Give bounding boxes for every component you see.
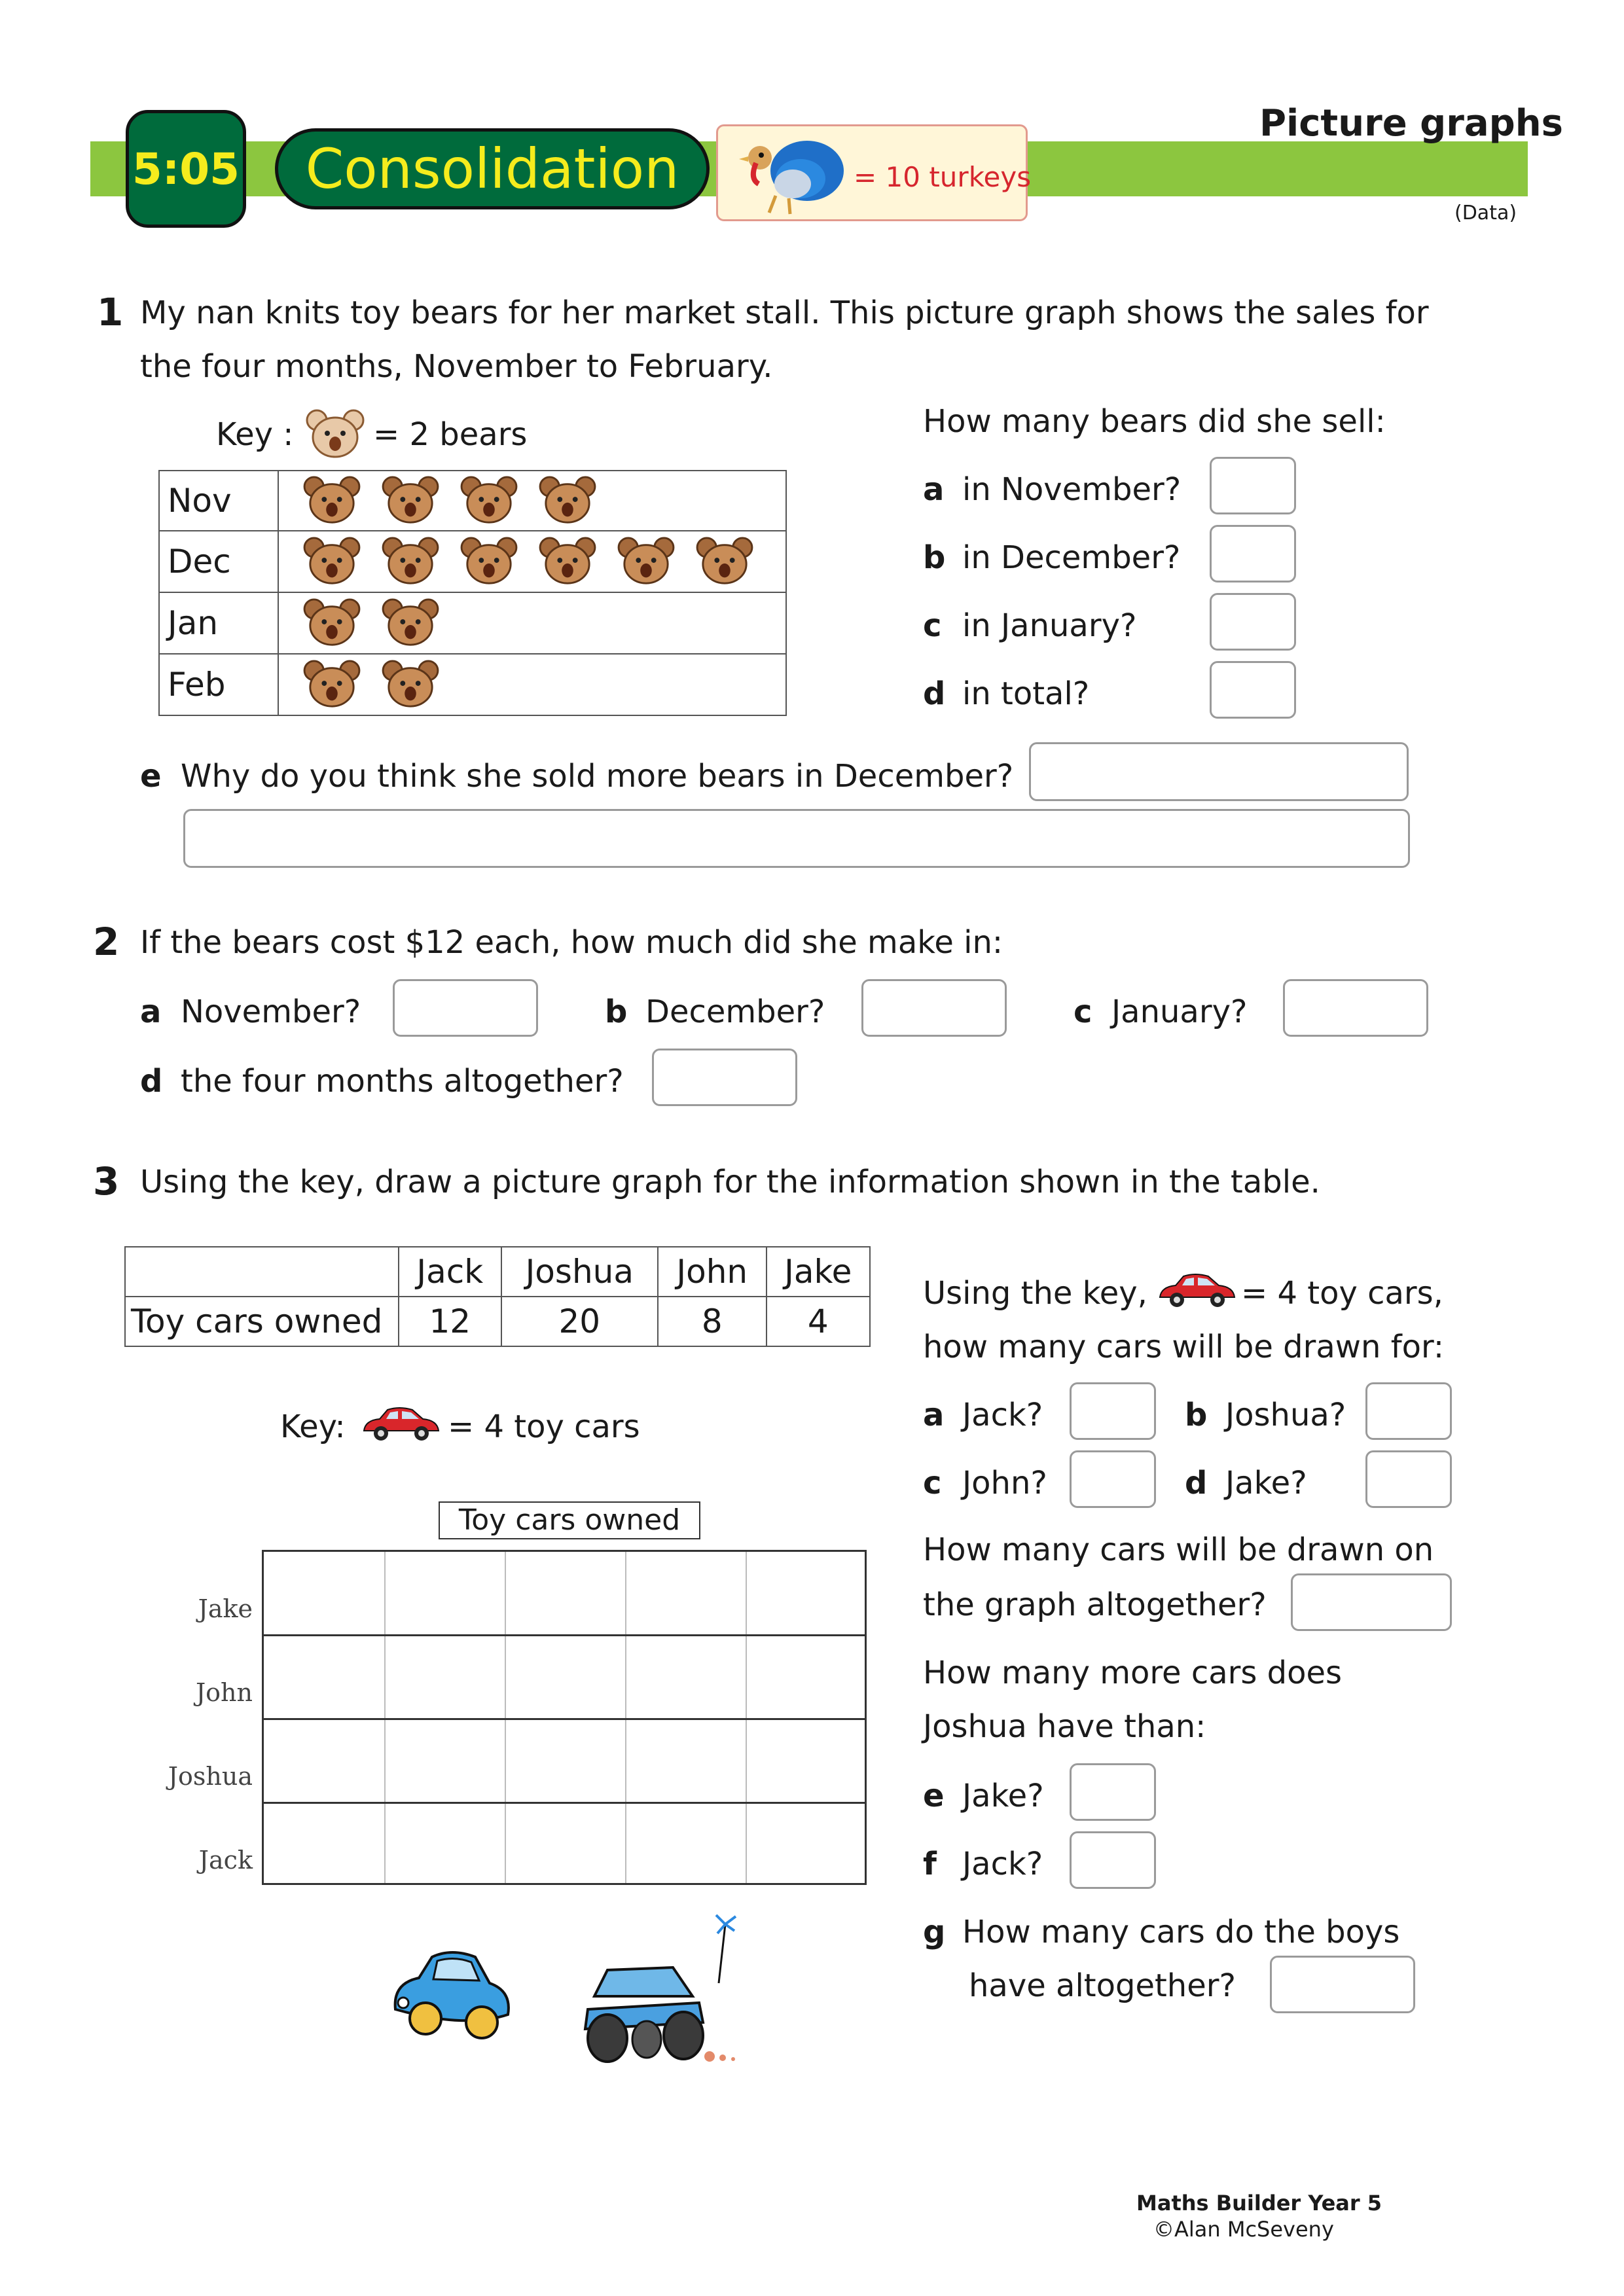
graph-title-box	[439, 1501, 700, 1539]
part-text: in total?	[962, 675, 1090, 712]
part-text: Why do you think she sold more bears in December?	[181, 758, 1014, 795]
question-number: 3	[93, 1159, 120, 1204]
part-text: in January?	[962, 607, 1137, 644]
key-value: = 4 toy cars	[448, 1408, 640, 1445]
part-text: Jake?	[962, 1778, 1044, 1814]
graph-row-label: Joshua	[168, 1762, 253, 1791]
graph-row-label: John	[195, 1678, 253, 1707]
part-text: November?	[181, 994, 361, 1030]
answer-box-total-drawn[interactable]	[1291, 1573, 1452, 1631]
bear-picture-graph	[158, 470, 787, 716]
part-text: in December?	[962, 539, 1181, 576]
bear-icon	[381, 536, 440, 587]
q3-intro: = 4 toy cars,	[1241, 1275, 1443, 1312]
answer-box-q1e[interactable]	[1029, 742, 1409, 801]
part-text: Jack?	[962, 1397, 1043, 1433]
key-value: = 2 bears	[373, 416, 528, 453]
bear-icon	[381, 659, 440, 710]
answer-box-q3-f[interactable]	[1070, 1831, 1156, 1889]
part-text: in November?	[962, 471, 1182, 508]
graph-row	[159, 592, 786, 654]
q3-total-text: How many cars will be drawn on	[923, 1532, 1434, 1568]
question-text: Using the key, draw a picture graph for the information shown in the table.	[140, 1164, 1320, 1200]
q3-intro: Using the key,	[923, 1275, 1147, 1312]
part-letter: c	[923, 607, 942, 644]
table-cell: 8	[658, 1297, 766, 1346]
answer-box-q1-c[interactable]	[1210, 593, 1296, 651]
turkey-legend-text: = 10 turkeys	[854, 161, 1032, 193]
part-letter: b	[923, 539, 946, 576]
month-label: Jan	[159, 592, 278, 654]
red-car-key-icon	[360, 1403, 441, 1445]
bear-icons-cell	[278, 654, 786, 715]
bear-icon	[381, 598, 440, 649]
part-text: Joshua?	[1225, 1397, 1346, 1433]
bear-icon	[302, 598, 361, 649]
table-header-cell: John	[658, 1247, 766, 1297]
bear-icon	[617, 536, 676, 587]
part-text: Jack?	[962, 1846, 1043, 1882]
table-header-cell: Jake	[767, 1247, 870, 1297]
answer-box-q1-d[interactable]	[1210, 661, 1296, 719]
bear-icon	[302, 475, 361, 526]
part-letter: e	[140, 758, 162, 795]
graph-row	[159, 471, 786, 531]
bear-key-icon	[305, 408, 365, 461]
month-label: Feb	[159, 654, 278, 715]
table-header-cell: Jack	[399, 1247, 501, 1297]
bear-icon	[538, 536, 597, 587]
answer-box-q2-d[interactable]	[652, 1049, 797, 1106]
question-number: 1	[97, 290, 124, 334]
picture-graph-grid[interactable]	[262, 1550, 867, 1885]
part-letter: c	[923, 1465, 942, 1501]
part-text: the four months altogether?	[181, 1063, 624, 1100]
q3-more-text: How many more cars does	[923, 1655, 1343, 1691]
answer-box-q3-c[interactable]	[1070, 1450, 1156, 1508]
part-text: January?	[1111, 994, 1248, 1030]
bear-icon	[695, 536, 754, 587]
graph-row	[159, 531, 786, 592]
table-cell: 4	[767, 1297, 870, 1346]
bear-icons-cell	[278, 531, 786, 592]
part-letter: d	[140, 1063, 163, 1100]
month-label: Dec	[159, 531, 278, 592]
key-label: Key :	[216, 416, 294, 453]
part-text: have altogether?	[969, 1967, 1236, 2004]
bear-icon	[460, 475, 518, 526]
topic-title: Picture graphs	[1259, 102, 1563, 145]
bear-icon	[302, 659, 361, 710]
question-intro: How many bears did she sell:	[923, 403, 1386, 440]
bear-icons-cell	[278, 592, 786, 654]
part-letter: d	[1185, 1465, 1208, 1501]
answer-box-q2-c[interactable]	[1283, 979, 1428, 1037]
graph-row	[159, 654, 786, 715]
table-row-label: Toy cars owned	[125, 1297, 399, 1346]
graph-row-label: Jack	[198, 1846, 253, 1874]
answer-box-q3-a[interactable]	[1070, 1382, 1156, 1440]
page-title: Consolidation	[275, 128, 710, 209]
bear-icon	[538, 475, 597, 526]
part-text: John?	[962, 1465, 1047, 1501]
red-car-icon	[1156, 1270, 1237, 1312]
part-letter: b	[1185, 1397, 1208, 1433]
bear-icon	[381, 475, 440, 526]
table-header-cell	[125, 1247, 399, 1297]
q3-intro: how many cars will be drawn for:	[923, 1329, 1445, 1365]
part-letter: f	[923, 1846, 937, 1882]
bear-icon	[302, 536, 361, 587]
part-letter: c	[1074, 994, 1092, 1030]
graph-row-label: Jake	[198, 1594, 253, 1623]
table-cell: 12	[399, 1297, 501, 1346]
table-cell: 20	[501, 1297, 659, 1346]
unit-code-badge: 5:05	[126, 110, 246, 228]
table-row	[125, 1297, 870, 1346]
question-text: the four months, November to February.	[140, 348, 773, 385]
question-number: 2	[93, 920, 120, 964]
answer-box-q2-b[interactable]	[861, 979, 1007, 1037]
answer-box-q2-a[interactable]	[393, 979, 538, 1037]
bear-icon	[460, 536, 518, 587]
monster-truck-icon	[568, 1911, 765, 2081]
part-text: December?	[645, 994, 825, 1030]
answer-box-q1e-line2[interactable]	[183, 809, 1410, 868]
part-letter: a	[923, 471, 945, 508]
question-text: If the bears cost $12 each, how much did she make in:	[140, 924, 1003, 961]
part-letter: g	[923, 1914, 946, 1950]
table-header-row	[125, 1247, 870, 1297]
answer-box-q3-e[interactable]	[1070, 1763, 1156, 1821]
part-letter: a	[140, 994, 162, 1030]
month-label: Nov	[159, 471, 278, 531]
key-label: Key:	[280, 1408, 346, 1445]
q3-more-text: Joshua have than:	[923, 1708, 1206, 1745]
part-letter: b	[605, 994, 628, 1030]
q3-total-text: the graph altogether?	[923, 1587, 1267, 1623]
strand-label: (Data)	[1454, 202, 1517, 224]
part-text: How many cars do the boys	[962, 1914, 1400, 1950]
answer-box-q1-b[interactable]	[1210, 525, 1296, 583]
toy-cars-table	[124, 1246, 871, 1347]
question-text: My nan knits toy bears for her market stall. This picture graph shows the sales for	[140, 295, 1429, 331]
part-text: Jake?	[1225, 1465, 1307, 1501]
footer-copyright: ©Alan McSeveny	[1153, 2217, 1334, 2242]
part-letter: e	[923, 1778, 945, 1814]
answer-box-q3-d[interactable]	[1365, 1450, 1452, 1508]
answer-box-q3-b[interactable]	[1365, 1382, 1452, 1440]
answer-box-q1-a[interactable]	[1210, 457, 1296, 514]
answer-box-q3g[interactable]	[1270, 1956, 1415, 2013]
footer-book-title: Maths Builder Year 5	[1136, 2191, 1382, 2215]
table-header-cell: Joshua	[501, 1247, 659, 1297]
part-letter: d	[923, 675, 946, 712]
part-letter: a	[923, 1397, 945, 1433]
bear-icons-cell	[278, 471, 786, 531]
turkey-icon	[730, 133, 854, 217]
graph-title: Toy cars owned	[458, 1503, 681, 1537]
blue-car-icon	[386, 1937, 517, 2055]
